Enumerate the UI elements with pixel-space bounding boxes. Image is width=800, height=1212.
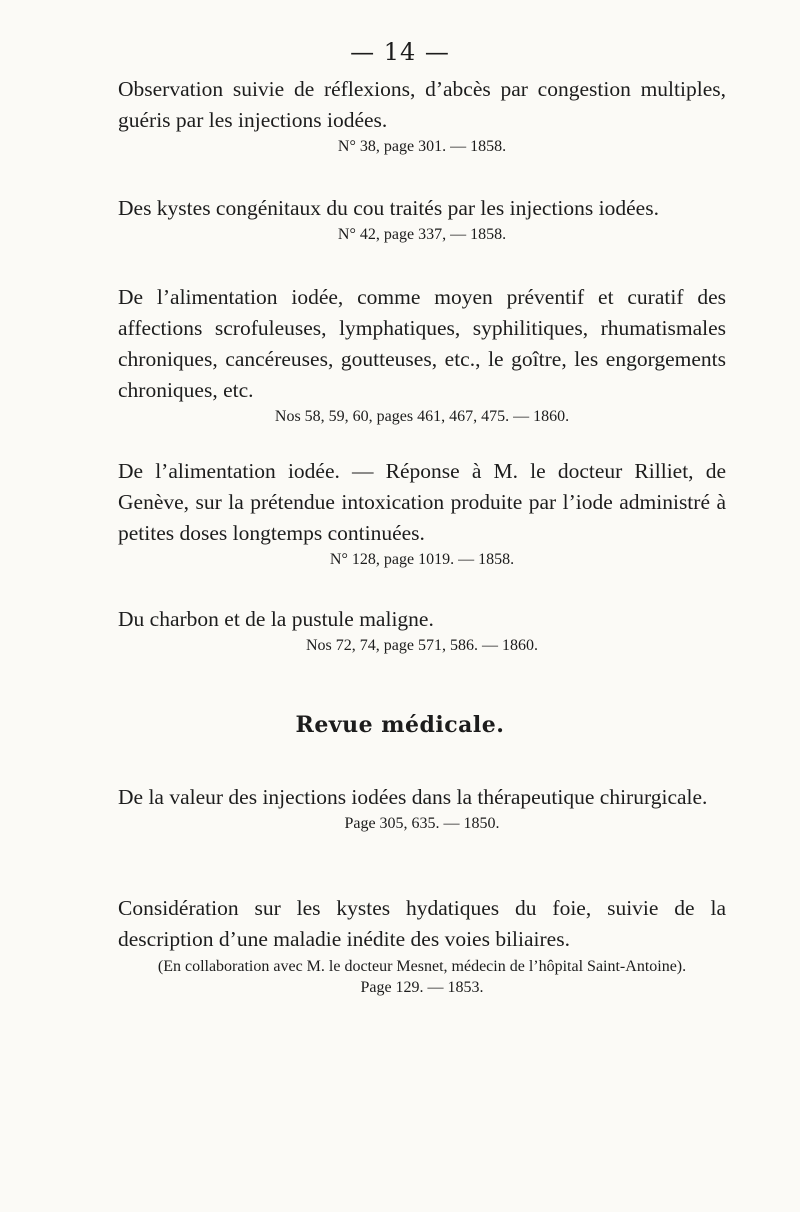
entry-title: Des kystes congénitaux du cou traités par les injections iodées. <box>118 196 659 220</box>
entry-title: Observation suivie de réflexions, d’abcès par congestion multiples, guéris par les injections iodées. <box>118 77 726 132</box>
entry-title: De l’alimentation iodée, comme moyen préventif et curatif des affections scrofuleuses, lymphatiques, syphilitiques, rhumatismales chroniques, cancéreuses, goutteuses, etc., le goître, les engorgements chroniques, etc. <box>118 285 726 402</box>
entry-reference: Page 305, 635. — 1850. <box>344 815 500 832</box>
entry-reference: N° 42, page 337, — 1858. <box>337 226 507 243</box>
entry-reference: N° 128, page 1019. — 1858. <box>329 551 515 568</box>
entry-reference: Nos 58, 59, 60, pages 461, 467, 475. — 1860. <box>274 408 570 425</box>
bibliography-entry <box>118 456 726 569</box>
entry-title: Du charbon et de la pustule maligne. <box>118 607 434 631</box>
entry-note: (En collaboration avec M. le docteur Mesnet, médecin de l’hôpital Saint-Antoine). <box>157 958 687 975</box>
bibliography-entry <box>118 193 726 244</box>
bibliography-entry <box>118 74 726 156</box>
entry-reference: N° 38, page 301. — 1858. <box>337 138 507 155</box>
entry-reference: Nos 72, 74, page 571, 586. — 1860. <box>306 637 538 654</box>
section-heading: Revue médicale. <box>295 712 505 738</box>
entry-title: Considération sur les kystes hydatiques du foie, suivie de la description d’une maladie inédite des voies biliaires. <box>118 896 726 951</box>
entry-reference: Page 129. — 1853. <box>360 979 484 996</box>
page-number: — 14 — <box>350 38 450 66</box>
bibliography-entry <box>118 604 726 655</box>
bibliography-entry <box>118 893 726 997</box>
bibliography-entry <box>118 782 726 833</box>
entry-title: De l’alimentation iodée. — Réponse à M. le docteur Rilliet, de Genève, sur la prétendue intoxication produite par l’iode administré à petites doses longtemps continuées. <box>118 459 726 545</box>
bibliography-entry <box>118 282 726 426</box>
entry-title: De la valeur des injections iodées dans la thérapeutique chirurgicale. <box>118 785 708 809</box>
